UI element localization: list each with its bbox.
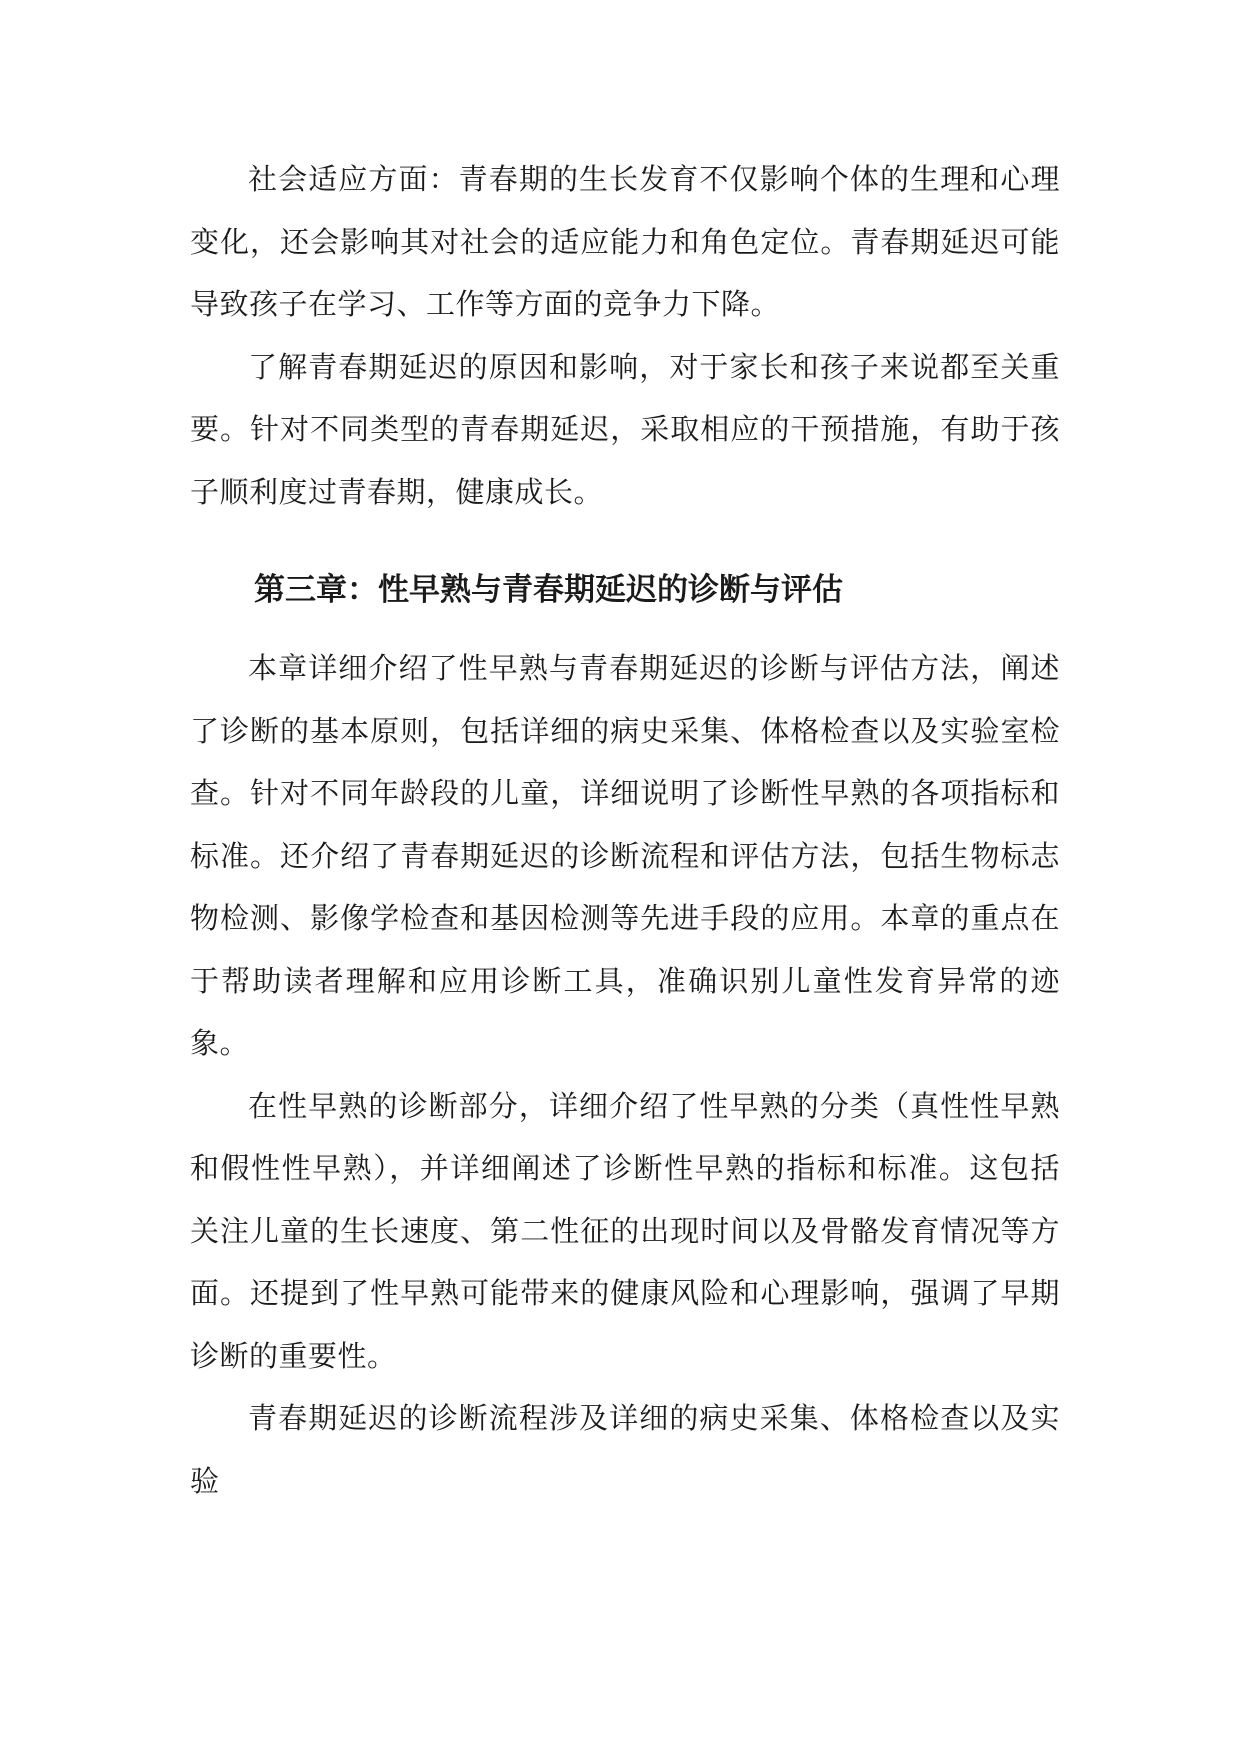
document-body [190,148,1060,1512]
paragraph-social-adaptation: 社会适应方面：青春期的生长发育不仅影响个体的生理和心理变化，还会影响其对社会的适应能力和角色定位。青春期延迟可能导致孩子在学习、工作等方面的竞争力下降。 [190,162,1060,321]
chapter-title: 第三章：性早熟与青春期延迟的诊断与评估 [254,572,843,608]
paragraph-precocious-diagnosis: 在性早熟的诊断部分，详细介绍了性早熟的分类（真性性早熟和假性性早熟），并详细阐述了诊断性早熟的指标和标准。这包括关注儿童的生长速度、第二性征的出现时间以及骨骼发育情况等方面。还提到了性早熟可能带来的健康风险和心理影响，强调了早期诊断的重要性。 [190,1088,1060,1373]
paragraph-understanding-delay: 了解青春期延迟的原因和影响，对于家长和孩子来说都至关重要。针对不同类型的青春期延迟，采取相应的干预措施，有助于孩子顺利度过青春期，健康成长。 [190,349,1060,509]
paragraph-chapter-overview: 本章详细介绍了性早熟与青春期延迟的诊断与评估方法，阐述了诊断的基本原则，包括详细的病史采集、体格检查以及实验室检查。针对不同年龄段的儿童，详细说明了诊断性早熟的各项指标和标准。还介绍了青春期延迟的诊断流程和评估方法，包括生物标志物检测、影像学检查和基因检测等先进手段的应用。本章的重点在于帮助读者理解和应用诊断工具，准确识别儿童性发育异常的迹象。 [190,651,1060,1060]
paragraph-delay-diagnosis: 青春期延迟的诊断流程涉及详细的病史采集、体格检查以及实验 [190,1401,1060,1498]
